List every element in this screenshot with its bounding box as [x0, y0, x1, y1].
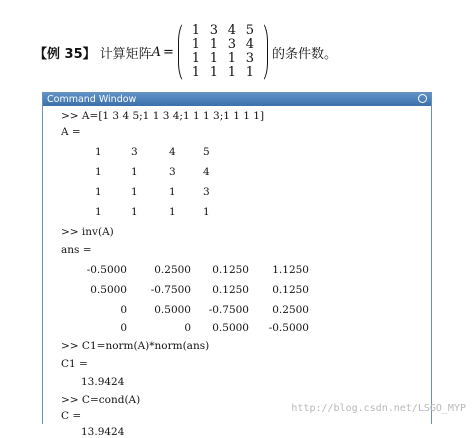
inverse-matrix-cell: -0.7500 — [208, 304, 249, 316]
matrix-cell: 3 — [227, 37, 237, 52]
matrix-cell: 1 — [227, 65, 237, 80]
matrix-cell: 1 — [209, 37, 219, 52]
matrix-cell: 1 — [191, 37, 201, 52]
command-window-titlebar — [43, 93, 431, 106]
inverse-matrix-cell: -0.5000 — [268, 322, 309, 334]
command-line: >> A=[1 3 4 5;1 1 3 4;1 1 1 3;1 1 1 1] — [61, 110, 265, 122]
matrix-a-cell: 1 — [95, 166, 102, 178]
window-title: Command Window — [47, 94, 137, 105]
matrix-grid — [187, 24, 259, 80]
inverse-matrix-cell: 0.5000 — [212, 322, 249, 334]
inverse-matrix-cell: 0 — [120, 322, 127, 334]
inverse-matrix-cell: 0.1250 — [212, 264, 249, 276]
matrix-a-cell: 1 — [169, 186, 176, 198]
matrix-cell: 1 — [191, 23, 201, 38]
right-paren — [260, 21, 268, 83]
matrix-a-cell: 4 — [169, 146, 176, 158]
matrix-cell: 1 — [227, 51, 237, 66]
matrix-a-cell: 5 — [203, 146, 210, 158]
matrix-cell: 1 — [209, 65, 219, 80]
matrix-variable: A — [151, 44, 162, 60]
matrix-a-cell: 1 — [131, 206, 138, 218]
inverse-matrix-cell: 0.5000 — [154, 304, 191, 316]
left-paren — [178, 21, 186, 83]
inverse-matrix-cell: 0 — [120, 304, 127, 316]
inverse-matrix-cell: 0.1250 — [212, 284, 249, 296]
matrix-cell: 3 — [209, 23, 219, 38]
inverse-matrix-cell: 0.1250 — [272, 284, 309, 296]
matrix-cell: 1 — [209, 51, 219, 66]
command-line: >> C1=norm(A)*norm(ans) — [61, 340, 210, 352]
matrix-cell: 1 — [245, 65, 255, 80]
matrix-cell: 1 — [191, 65, 201, 80]
example-label: 【例 35】 — [34, 46, 96, 62]
problem-text: 计算矩阵 — [99, 46, 152, 62]
matrix-a-cell: 1 — [203, 206, 210, 218]
equals-sign: = — [163, 44, 174, 60]
command-line: >> C=cond(A) — [61, 394, 141, 406]
output-label: C1 = — [61, 358, 88, 370]
inverse-matrix-cell: 0 — [184, 322, 191, 334]
problem-statement — [34, 16, 337, 88]
inverse-matrix-cell: -0.7500 — [150, 284, 191, 296]
output-label: ans = — [61, 244, 92, 256]
window-close-icon[interactable] — [418, 94, 427, 103]
matrix-a-cell: 3 — [131, 146, 138, 158]
inverse-matrix-cell: 0.5000 — [90, 284, 127, 296]
problem-tail-text: 的条件数。 — [271, 46, 337, 62]
matrix-cell: 4 — [245, 37, 255, 52]
matrix-a-cell: 3 — [169, 166, 176, 178]
watermark: http://blog.csdn.net/LSGO_MYP — [291, 403, 466, 414]
result-value: 13.9424 — [81, 376, 125, 388]
inverse-matrix-cell: 0.2500 — [272, 304, 309, 316]
matrix-cell: 3 — [245, 51, 255, 66]
matrix-a-cell: 1 — [131, 166, 138, 178]
output-label: A = — [61, 126, 81, 138]
matrix-cell: 1 — [191, 51, 201, 66]
matrix-a-cell: 1 — [95, 186, 102, 198]
matrix-a-cell: 1 — [95, 206, 102, 218]
matrix-a-cell: 1 — [131, 186, 138, 198]
inverse-matrix-cell: 1.1250 — [272, 264, 309, 276]
command-line: >> inv(A) — [61, 226, 114, 238]
matrix-a-cell: 3 — [203, 186, 210, 198]
matrix-a-cell: 1 — [169, 206, 176, 218]
matrix-display — [178, 21, 268, 83]
matrix-a-cell: 4 — [203, 166, 210, 178]
output-label: C = — [61, 410, 82, 422]
command-window[interactable] — [42, 92, 432, 438]
matrix-a-cell: 1 — [95, 146, 102, 158]
result-value: 13.9424 — [81, 426, 125, 438]
inverse-matrix-cell: 0.2500 — [154, 264, 191, 276]
matrix-cell: 5 — [245, 23, 255, 38]
inverse-matrix-cell: -0.5000 — [86, 264, 127, 276]
matrix-cell: 4 — [227, 23, 237, 38]
